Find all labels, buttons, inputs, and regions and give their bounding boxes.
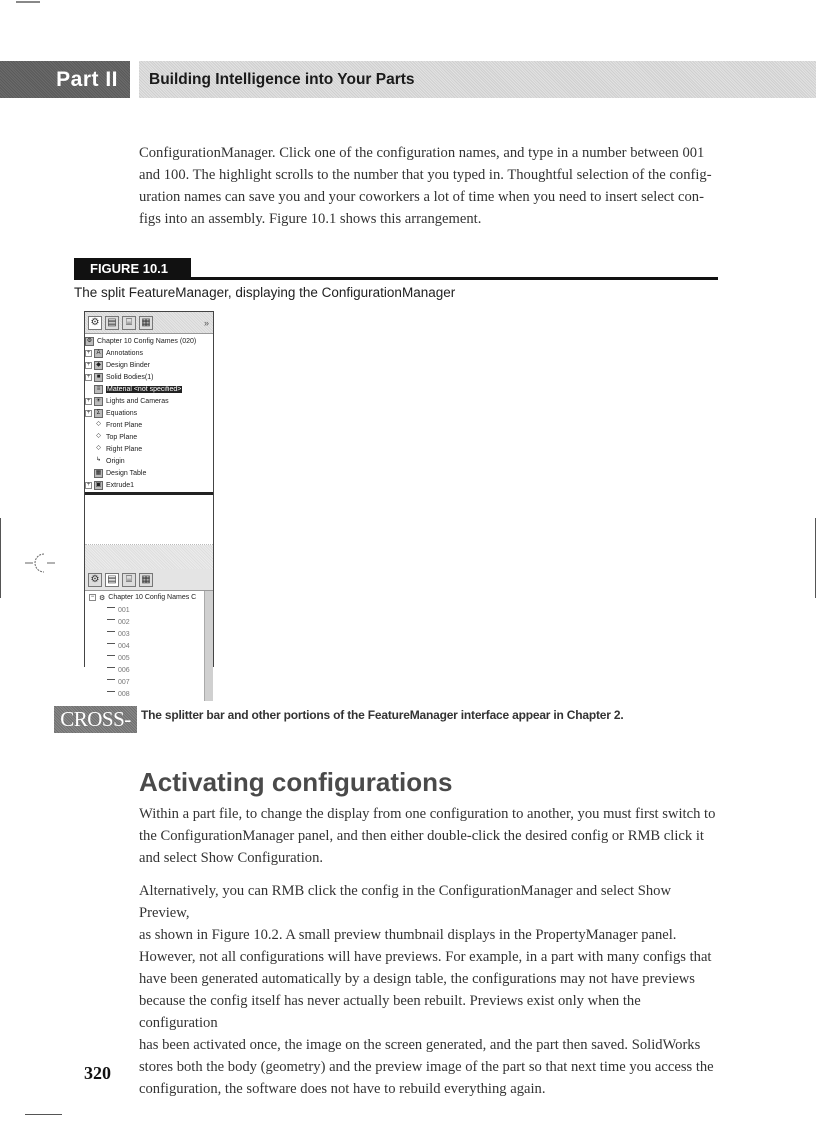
equations-icon: Σ [94,409,103,418]
crop-mark-top [16,1,40,3]
expand-icon[interactable]: + [86,349,91,356]
config-icon [107,607,115,613]
section-paragraph-1 [139,803,719,869]
figure-label: FIGURE 10.1 [74,258,191,279]
config-icon [107,631,115,637]
section-heading: Activating configurations [139,767,453,797]
config-icon [107,667,115,673]
config-icon [107,679,115,685]
expand-chevron-icon[interactable]: » [203,317,209,328]
expand-icon[interactable]: + [86,373,91,380]
vertical-scrollbar[interactable] [204,591,213,701]
section-paragraph-2 [139,880,719,1100]
tree-item-material[interactable]: ≡ Material <not specified> [85,383,213,395]
text-line: as shown in Figure 10.2. A small preview thumbnail displays in the PropertyManager panel. [139,927,677,943]
plane-icon: ◇ [96,432,101,439]
tree-item-solid-bodies[interactable]: + ■ Solid Bodies(1) [86,373,154,381]
feature-tree-empty-area [85,495,213,545]
config-item[interactable]: 002 [85,616,213,628]
config-item[interactable]: 001 [85,604,213,616]
tree-item-design-table[interactable]: ▦ Design Table [95,469,147,477]
text-line: and 100. The highlight scrolls to the number that you typed in. Thoughtful selection of the config- [139,167,712,183]
feature-manager-tabs [85,312,213,334]
expand-icon[interactable]: + [86,409,91,416]
text-line: the ConfigurationManager panel, and then either double-click the desired config or RMB click it [139,828,704,844]
design-binder-icon: ◆ [94,361,103,370]
text-line: uration names can save you and your coworkers a lot of time when you need to insert select con- [139,189,704,205]
part-icon: ⚙ [86,337,93,344]
pane-separator [85,545,213,569]
tree-item-top-plane[interactable]: ◇ Top Plane [85,431,213,443]
tree-item-origin[interactable]: ↳ Origin [95,456,125,465]
feature-manager-panel [84,311,214,698]
material-icon: ≡ [94,385,103,394]
config-icon [107,619,115,625]
display-manager-tab-icon[interactable]: ▦ [139,573,153,587]
solid-bodies-icon: ■ [94,373,103,382]
origin-icon: ↳ [95,456,102,463]
tree-item-lights-cameras[interactable]: + ☀ Lights and Cameras [86,397,169,405]
expand-icon[interactable]: + [86,361,91,368]
text-line: stores both the body (geometry) and the preview image of the part so that next time you access the [139,1059,714,1075]
figure-rule [74,277,718,280]
text-line: figs into an assembly. Figure 10.1 shows this arrangement. [139,211,482,227]
config-item[interactable]: 008 [85,688,213,700]
tree-item-equations[interactable]: + Σ Equations [86,409,138,417]
page-number: 320 [84,1063,111,1083]
text-line: Alternatively, you can RMB click the config in the ConfigurationManager and select Show Preview, [139,883,671,921]
text-line: and select Show Configuration. [139,850,324,866]
expand-icon[interactable]: + [86,397,91,404]
design-table-icon: ▦ [95,469,102,476]
figure-caption: The split FeatureManager, displaying the ConfigurationManager [74,285,456,300]
text-line: have been generated automatically by a design table, the configurations may not have previews [139,971,695,987]
registration-mark-icon [25,548,55,578]
config-item[interactable]: 007 [85,676,213,688]
extrude-icon: ▣ [95,481,102,488]
collapse-icon[interactable]: − [90,594,95,600]
configuration-manager-tab-icon[interactable]: ⌸ [122,573,136,587]
text-line: has been activated once, the image on the screen generated, and the part then saved. SolidWorks [139,1037,701,1053]
config-icon [107,691,115,697]
text-line: because the config itself has never actually been rebuilt. Previews exist only when the configuration [139,993,641,1031]
crop-mark-left [0,518,1,598]
part-title: Building Intelligence into Your Parts [139,61,816,98]
cross-ref-badge: CROSS-REF [54,706,137,733]
crop-mark-bottom [25,1114,62,1115]
feature-tree-tab-icon[interactable]: ⚙ [88,316,102,330]
config-item[interactable]: 006 [85,664,213,676]
text-line: configuration, the software does not have to rebuild everything again. [139,1081,546,1097]
configuration-manager-tabs [85,569,213,591]
feature-tree [85,334,213,492]
part-icon: ⚙ [99,594,106,602]
config-item[interactable]: 004 [85,640,213,652]
configuration-root[interactable]: − ⚙ Chapter 10 Config Names C [90,594,197,602]
tree-item-right-plane[interactable]: ◇ Right Plane [85,443,213,455]
property-manager-tab-icon[interactable]: ▤ [105,573,119,587]
config-item[interactable]: 003 [85,628,213,640]
feature-tree-tab-icon[interactable]: ⚙ [88,573,102,587]
config-item[interactable]: 005 [85,652,213,664]
property-manager-tab-icon[interactable]: ▤ [105,316,119,330]
lights-icon: ☀ [95,397,102,404]
config-icon [107,655,115,661]
tree-item-design-binder[interactable]: + ◆ Design Binder [86,361,150,369]
text-line: However, not all configurations will have previews. For example, in a part with many configs that [139,949,712,965]
tree-root[interactable]: ⚙ Chapter 10 Config Names (020) [86,337,197,345]
plane-icon: ◇ [96,420,101,427]
tree-item-annotations[interactable]: + A Annotations [86,349,143,357]
display-manager-tab-icon[interactable]: ▦ [139,316,153,330]
plane-icon: ◇ [96,444,101,451]
tree-item-extrude1[interactable]: + ▣ Extrude1 [86,481,135,489]
intro-paragraph [139,142,719,230]
part-label: Part II [0,61,130,98]
text-line: Within a part file, to change the display from one configuration to another, you must first switch to [139,806,716,822]
cross-ref-text: The splitter bar and other portions of the FeatureManager interface appear in Chapter 2. [141,708,624,722]
tree-item-front-plane[interactable]: ◇ Front Plane [85,419,213,431]
config-icon [107,643,115,649]
annotations-icon: A [94,349,103,358]
configuration-list [85,591,213,701]
expand-icon[interactable]: + [86,481,91,488]
text-line: ConfigurationManager. Click one of the configuration names, and type in a number between 001 [139,145,705,161]
configuration-manager-tab-icon[interactable]: ⌸ [122,316,136,330]
